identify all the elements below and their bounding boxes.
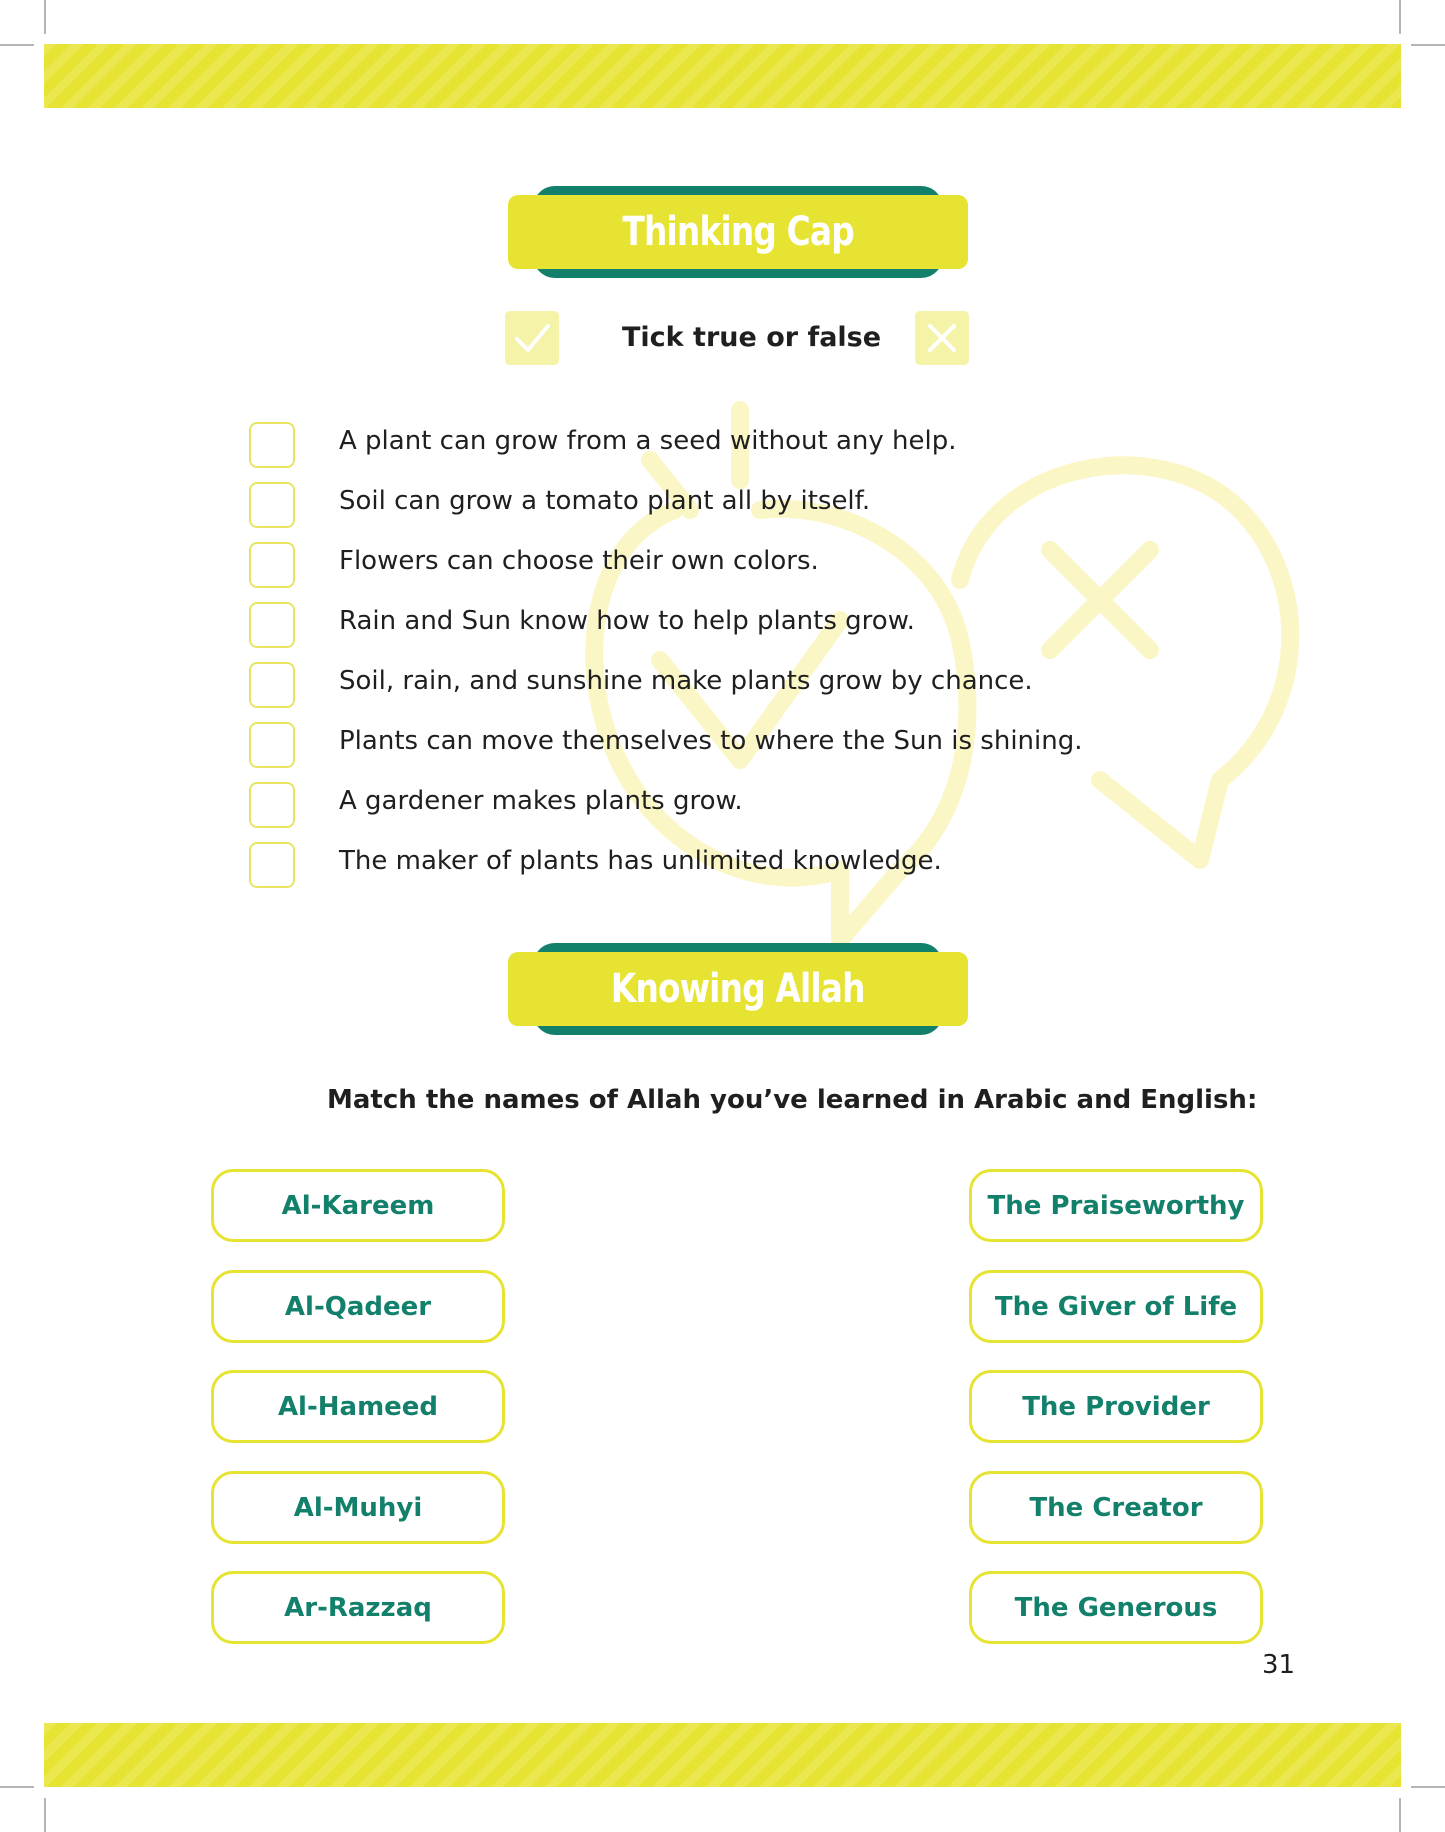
statement-text: Rain and Sun know how to help plants grow. (339, 606, 915, 636)
crop-mark (44, 1798, 46, 1832)
knowing-allah-title: Knowing Allah (611, 966, 865, 1012)
tick-instruction: Tick true or false (622, 322, 882, 353)
tick-box[interactable] (249, 782, 295, 828)
page-number: 31 (1262, 1650, 1296, 1680)
tick-box[interactable] (249, 542, 295, 588)
arabic-name-pill[interactable]: Al-Hameed (211, 1370, 505, 1443)
tick-box[interactable] (249, 662, 295, 708)
false-marker (915, 311, 969, 365)
arabic-name-pill[interactable]: Al-Qadeer (211, 1270, 505, 1343)
crop-mark (1411, 1786, 1445, 1788)
crop-mark (0, 44, 34, 46)
knowing-allah-banner (508, 943, 968, 1035)
crop-mark (44, 0, 46, 34)
tick-box[interactable] (249, 422, 295, 468)
statement-text: A gardener makes plants grow. (339, 786, 743, 816)
thinking-cap-banner (508, 186, 968, 278)
english-name-pill[interactable]: The Praiseworthy (969, 1169, 1263, 1242)
tick-box[interactable] (249, 722, 295, 768)
crop-mark (0, 1786, 34, 1788)
thinking-cap-title: Thinking Cap (622, 209, 854, 255)
statement-text: Soil, rain, and sunshine make plants grow by chance. (339, 666, 1033, 696)
english-name-pill[interactable]: The Generous (969, 1571, 1263, 1644)
arabic-name-pill[interactable]: Al-Kareem (211, 1169, 505, 1242)
crop-mark (1399, 1798, 1401, 1832)
tick-box[interactable] (249, 602, 295, 648)
statement-text: A plant can grow from a seed without any help. (339, 426, 957, 456)
tick-box[interactable] (249, 482, 295, 528)
bottom-stripe-band (44, 1723, 1401, 1787)
true-marker (505, 311, 559, 365)
arabic-name-pill[interactable]: Ar-Razzaq (211, 1571, 505, 1644)
statement-text: Flowers can choose their own colors. (339, 546, 819, 576)
statement-text: The maker of plants has unlimited knowledge. (339, 846, 942, 876)
statement-text: Plants can move themselves to where the Sun is shining. (339, 726, 1083, 756)
statement-text: Soil can grow a tomato plant all by itself. (339, 486, 871, 516)
arabic-name-pill[interactable]: Al-Muhyi (211, 1471, 505, 1544)
english-name-pill[interactable]: The Provider (969, 1370, 1263, 1443)
crop-mark (1399, 0, 1401, 34)
crop-mark (1411, 44, 1445, 46)
tick-box[interactable] (249, 842, 295, 888)
cross-icon (915, 311, 969, 365)
english-name-pill[interactable]: The Creator (969, 1471, 1263, 1544)
english-name-pill[interactable]: The Giver of Life (969, 1270, 1263, 1343)
check-icon (505, 311, 559, 365)
match-instruction: Match the names of Allah you’ve learned in Arabic and English: (327, 1085, 1258, 1115)
top-stripe-band (44, 44, 1401, 108)
